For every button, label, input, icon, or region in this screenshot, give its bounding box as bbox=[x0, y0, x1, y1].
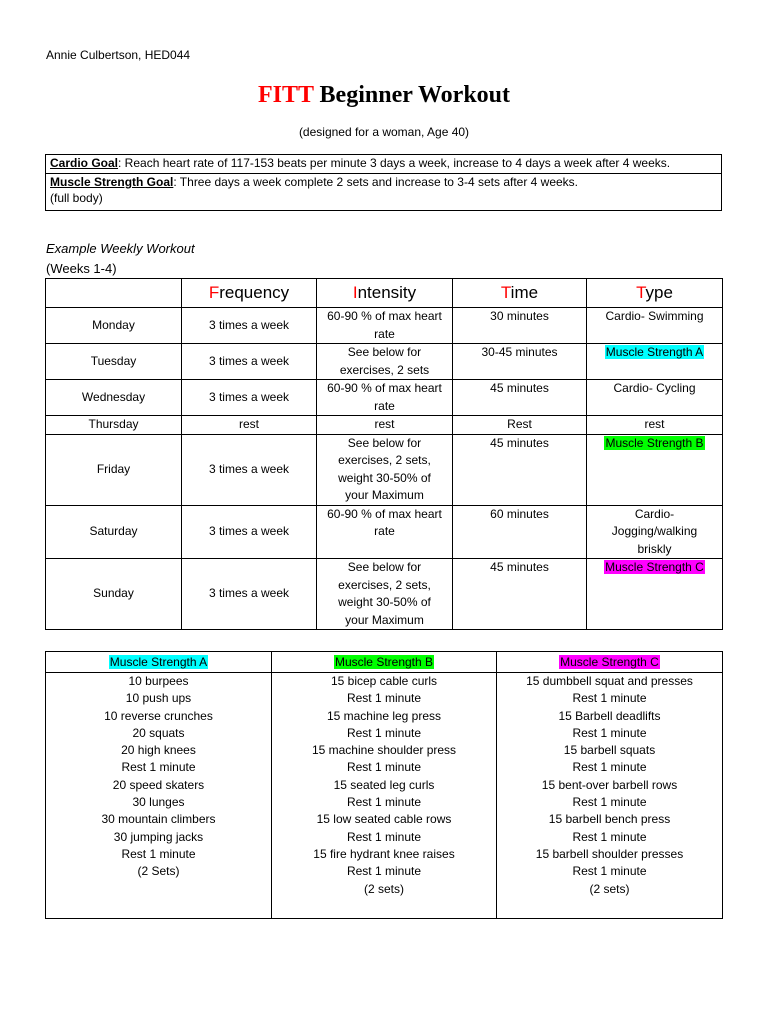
header-frequency: Frequency bbox=[182, 279, 317, 308]
intensity-line: exercises, 2 sets, bbox=[338, 577, 431, 592]
cardio-goal-label: Cardio Goal bbox=[50, 156, 119, 170]
muscle-goal-text: : Three days a week complete 2 sets and increase to 3-4 sets after 4 weeks. bbox=[173, 175, 579, 189]
title-acronym: FITT bbox=[257, 82, 314, 108]
exercise-item: Rest 1 minute bbox=[572, 760, 647, 775]
exercise-item: 15 bent-over barbell rows bbox=[541, 777, 678, 792]
type-line: briskly bbox=[637, 541, 672, 556]
type-highlight: Muscle Strength A bbox=[605, 345, 704, 359]
intensity-line: See below for bbox=[347, 560, 422, 574]
type-line bbox=[589, 435, 720, 453]
exercise-item: Rest 1 minute bbox=[346, 864, 422, 879]
exercise-item: 10 push ups bbox=[125, 691, 192, 706]
weekly-row-saturday bbox=[46, 505, 723, 559]
exercise-item: 15 seated leg curls bbox=[333, 777, 435, 792]
exercise-item: Rest 1 minute bbox=[346, 760, 422, 775]
intensity-line: exercises, 2 sets, bbox=[338, 453, 431, 467]
time-cell: 45 minutes bbox=[453, 380, 587, 416]
exercise-item: Rest 1 minute bbox=[572, 829, 647, 844]
day-cell: Wednesday bbox=[46, 380, 182, 416]
intensity-cell bbox=[317, 434, 453, 505]
weekly-row-monday bbox=[46, 308, 723, 344]
exercise-item: 15 dumbbell squat and presses bbox=[526, 674, 693, 688]
frequency-cell: 3 times a week bbox=[182, 308, 317, 344]
day-cell: Sunday bbox=[46, 559, 182, 630]
time-cell: Rest bbox=[453, 416, 587, 435]
exercise-item: (2 Sets) bbox=[137, 864, 180, 879]
strength-a-list bbox=[46, 673, 272, 919]
time-cell: 60 minutes bbox=[453, 505, 587, 559]
header-intensity: Intensity bbox=[317, 279, 453, 308]
intensity-line: weight 30-50% of bbox=[338, 595, 431, 609]
intensity-line: exercises, 2 sets bbox=[339, 362, 430, 377]
strength-b-header: Muscle Strength B bbox=[272, 652, 497, 673]
example-weekly-label: Example Weekly Workout bbox=[46, 241, 195, 256]
exercise-item: Rest 1 minute bbox=[346, 795, 422, 810]
muscle-goal-label: Muscle Strength Goal bbox=[50, 175, 174, 189]
type-highlight: Muscle Strength B bbox=[605, 435, 704, 450]
intensity-line: your Maximum bbox=[345, 612, 424, 627]
exercise-item: 30 lunges bbox=[132, 795, 185, 810]
exercise-item: 15 barbell squats bbox=[563, 743, 656, 758]
weekly-row-sunday bbox=[46, 559, 723, 630]
cardio-goal-text: : Reach heart rate of 117-153 beats per minute 3 days a week, increase to 4 days a week after 4 weeks. bbox=[118, 156, 671, 170]
type-cell bbox=[587, 505, 723, 559]
exercise-item: 15 machine leg press bbox=[326, 708, 442, 723]
type-cell bbox=[587, 416, 723, 435]
frequency-cell: rest bbox=[182, 416, 317, 435]
exercise-item: (2 sets) bbox=[363, 881, 404, 896]
exercise-item: 15 machine shoulder press bbox=[311, 743, 457, 758]
strength-c-list bbox=[497, 673, 723, 919]
exercise-item: 30 mountain climbers bbox=[101, 812, 216, 827]
intensity-line: See below for bbox=[347, 435, 422, 450]
exercise-item: 15 fire hydrant knee raises bbox=[313, 846, 455, 861]
title-text: Beginner Workout bbox=[319, 82, 511, 108]
intensity-line: your Maximum bbox=[345, 488, 424, 502]
exercise-item: 10 burpees bbox=[128, 674, 189, 688]
intensity-cell bbox=[317, 344, 453, 380]
weekly-header-row bbox=[46, 279, 723, 308]
day-cell: Friday bbox=[46, 434, 182, 505]
exercise-item: Rest 1 minute bbox=[346, 691, 422, 706]
intensity-cell bbox=[317, 416, 453, 435]
intensity-line: 60-90 % of max heart bbox=[327, 381, 442, 395]
intensity-line: rate bbox=[374, 398, 395, 413]
exercise-item: 15 bicep cable curls bbox=[330, 674, 438, 688]
type-cell bbox=[587, 434, 723, 505]
type-line bbox=[589, 559, 720, 577]
exercise-item: 15 Barbell deadlifts bbox=[558, 708, 661, 723]
exercise-item: 20 squats bbox=[132, 725, 185, 740]
header-corner bbox=[46, 279, 182, 308]
frequency-cell: 3 times a week bbox=[182, 434, 317, 505]
day-cell: Saturday bbox=[46, 505, 182, 559]
exercise-item: 15 low seated cable rows bbox=[316, 812, 452, 827]
intensity-line: 60-90 % of max heart bbox=[327, 506, 442, 521]
type-line: rest bbox=[644, 417, 665, 431]
strength-body-row bbox=[46, 673, 723, 919]
exercise-item: Rest 1 minute bbox=[346, 829, 422, 844]
type-line: Cardio- Cycling bbox=[613, 381, 696, 395]
exercise-item: (2 sets) bbox=[589, 881, 630, 896]
frequency-cell: 3 times a week bbox=[182, 505, 317, 559]
type-line bbox=[589, 344, 720, 362]
weekly-workout-table bbox=[45, 278, 723, 630]
exercise-item: 20 speed skaters bbox=[112, 777, 205, 792]
intensity-line: weight 30-50% of bbox=[338, 470, 431, 485]
strength-header-row bbox=[46, 652, 723, 673]
type-line: Jogging/walking bbox=[611, 524, 698, 538]
intensity-line: See below for bbox=[347, 345, 422, 359]
time-cell: 30-45 minutes bbox=[453, 344, 587, 380]
header-type: Type bbox=[587, 279, 723, 308]
exercise-item: 10 reverse crunches bbox=[104, 708, 213, 723]
exercise-item: 15 barbell bench press bbox=[548, 812, 671, 827]
intensity-line: rest bbox=[374, 417, 395, 431]
time-cell: 30 minutes bbox=[453, 308, 587, 344]
type-cell bbox=[587, 344, 723, 380]
day-cell: Monday bbox=[46, 308, 182, 344]
type-cell bbox=[587, 380, 723, 416]
day-cell: Thursday bbox=[46, 416, 182, 435]
weekly-row-thursday bbox=[46, 416, 723, 435]
exercise-item: Rest 1 minute bbox=[572, 795, 647, 810]
frequency-cell: 3 times a week bbox=[182, 559, 317, 630]
frequency-cell: 3 times a week bbox=[182, 344, 317, 380]
type-line: Cardio- Swimming bbox=[605, 309, 704, 323]
header-time: Time bbox=[453, 279, 587, 308]
time-cell: 45 minutes bbox=[453, 559, 587, 630]
exercise-item: Rest 1 minute bbox=[346, 725, 422, 740]
intensity-line: rate bbox=[374, 326, 395, 341]
exercise-item: 30 jumping jacks bbox=[113, 829, 204, 844]
strength-c-header: Muscle Strength C bbox=[497, 652, 723, 673]
intensity-line: 60-90 % of max heart bbox=[327, 309, 442, 323]
muscle-goal-cell bbox=[46, 174, 722, 211]
type-cell bbox=[587, 559, 723, 630]
page-title bbox=[0, 82, 768, 109]
weekly-row-tuesday bbox=[46, 344, 723, 380]
exercise-item: Rest 1 minute bbox=[572, 864, 647, 879]
exercise-item: Rest 1 minute bbox=[572, 691, 647, 706]
intensity-cell bbox=[317, 308, 453, 344]
author-line: Annie Culbertson, HED044 bbox=[46, 48, 191, 62]
intensity-line: rate bbox=[374, 524, 395, 538]
weekly-row-wednesday bbox=[46, 380, 723, 416]
goals-table bbox=[45, 154, 722, 211]
subtitle: (designed for a woman, Age 40) bbox=[298, 125, 470, 139]
exercise-item: 15 barbell shoulder presses bbox=[535, 846, 684, 861]
exercise-item: Rest 1 minute bbox=[572, 725, 647, 740]
strength-b-list bbox=[272, 673, 497, 919]
cardio-goal-cell bbox=[46, 155, 722, 174]
intensity-cell bbox=[317, 559, 453, 630]
weekly-row-friday bbox=[46, 434, 723, 505]
intensity-cell bbox=[317, 380, 453, 416]
weeks-label: (Weeks 1-4) bbox=[46, 261, 117, 276]
time-cell: 45 minutes bbox=[453, 434, 587, 505]
exercise-item: Rest 1 minute bbox=[121, 760, 196, 775]
exercise-item: 20 high knees bbox=[121, 743, 196, 758]
day-cell: Tuesday bbox=[46, 344, 182, 380]
type-highlight: Muscle Strength C bbox=[605, 560, 704, 574]
strength-table bbox=[45, 651, 723, 919]
muscle-goal-note: (full body) bbox=[50, 191, 103, 205]
exercise-item: Rest 1 minute bbox=[121, 846, 196, 861]
intensity-cell bbox=[317, 505, 453, 559]
type-line: Cardio- bbox=[634, 506, 675, 521]
frequency-cell: 3 times a week bbox=[182, 380, 317, 416]
type-cell bbox=[587, 308, 723, 344]
strength-a-header: Muscle Strength A bbox=[46, 652, 272, 673]
